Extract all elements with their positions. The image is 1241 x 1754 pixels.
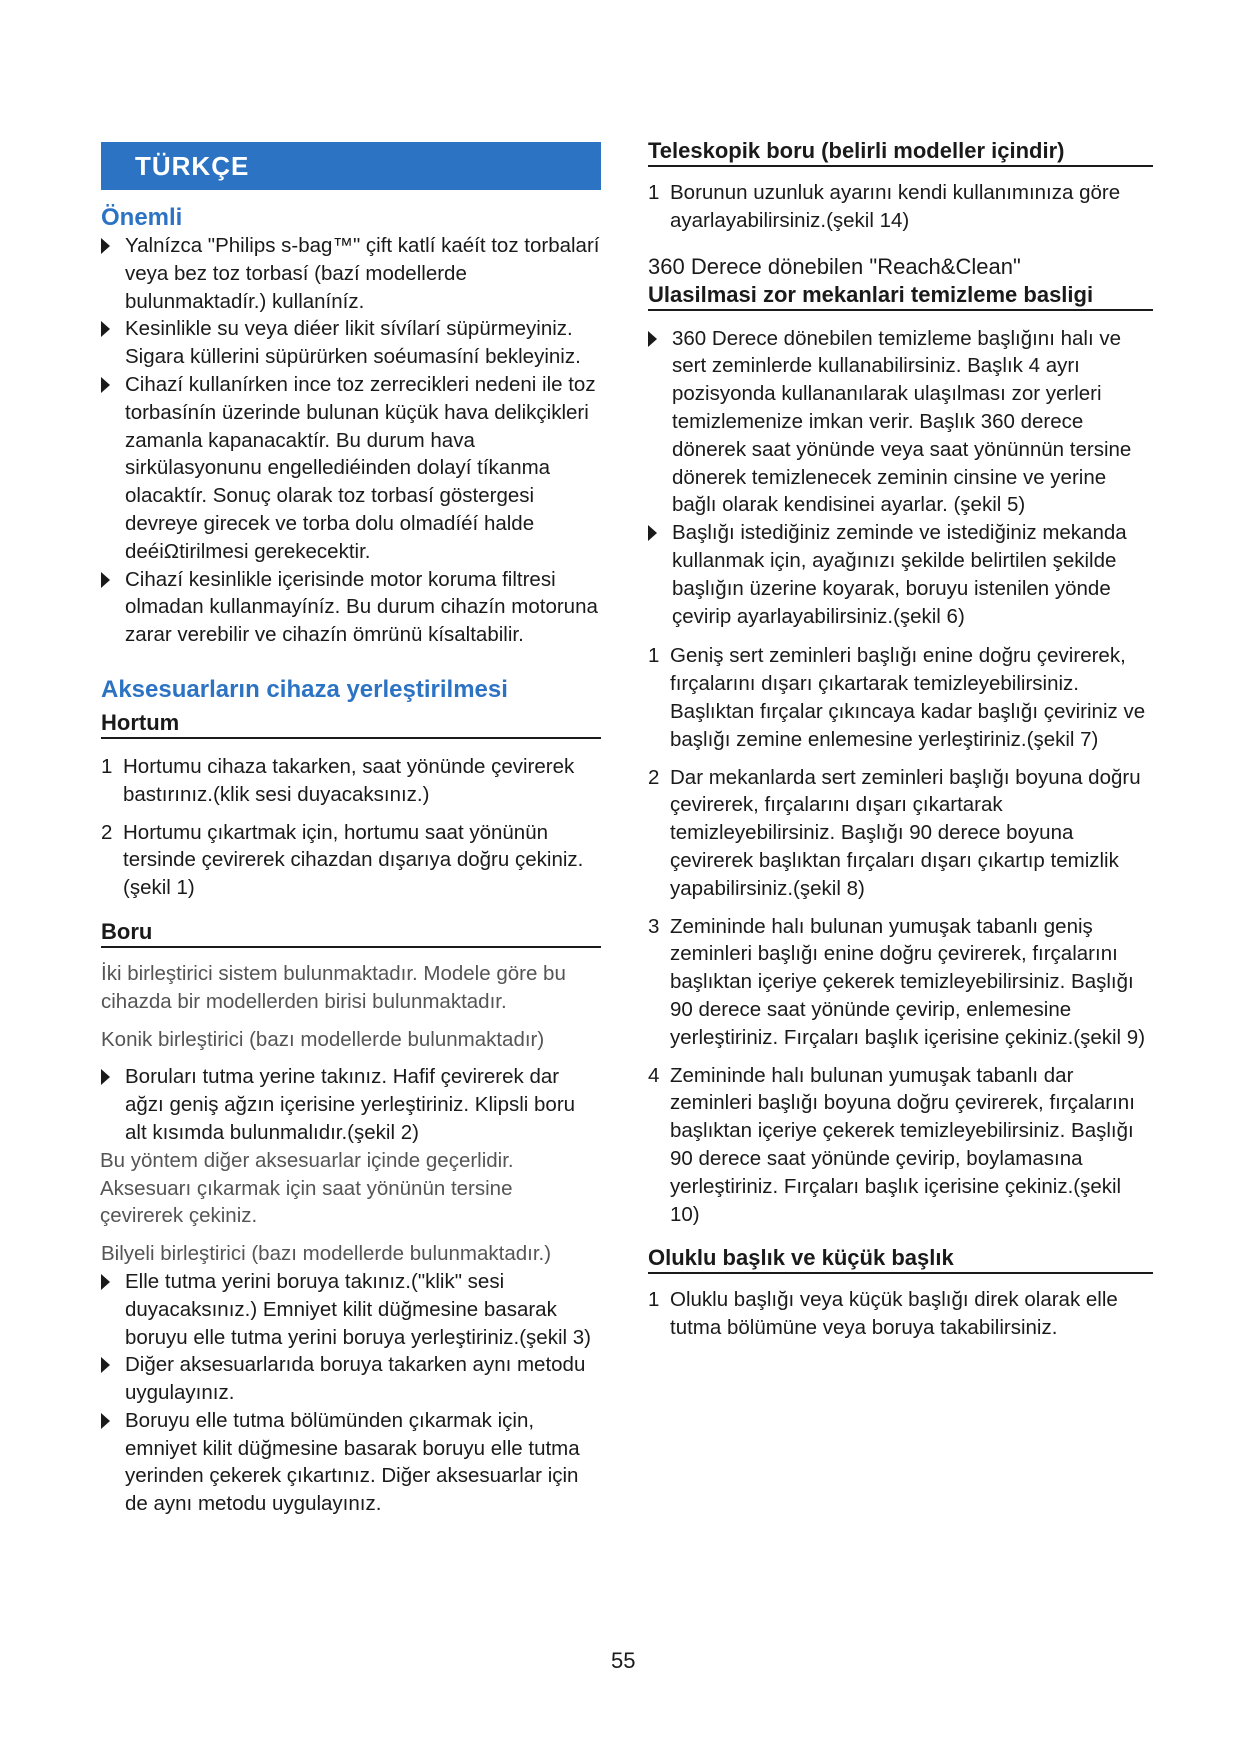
page-number: 55 (611, 1648, 636, 1673)
bullet-icon (101, 1069, 110, 1085)
oluklu-heading: Oluklu başlık ve küçük başlık (648, 1244, 1153, 1274)
bullet-icon (101, 1274, 110, 1290)
reach-heading-line1: 360 Derece dönebilen "Reach&Clean" (648, 253, 1021, 279)
reach-heading-line2: Ulasilmasi zor mekanlari temizleme basligi (648, 281, 1153, 311)
teleskopik-heading: Teleskopik boru (belirli modeller içindir) (648, 137, 1153, 167)
list-item: 1 Oluklu başlığı veya küçük başlığı direk olarak elle tutma bölümüne veya boruya takabilirsiniz. (648, 1288, 1118, 1340)
konik-list (101, 1063, 601, 1146)
list-item: 1 Geniş sert zeminleri başlığı enine doğru çevirerek, fırçalarını dışarı çıkartarak temizleyebilirsiniz. Başlıktan fırçalar çıkıncaya kadar başlığı çeviriniz ve başlığı zemine enlemesine yerleştiriniz.(şekil 7) (648, 644, 1146, 751)
list-item: 2 Hortumu çıkartmak için, hortumu saat yönünün tersinde çevirerek cihazdan dışarıya doğru çekiniz.(şekil 1) (101, 820, 584, 900)
onemli-list (101, 232, 601, 649)
boru-intro: İki birleştirici sistem bulunmaktadır. Modele göre bu cihazda bir modellerden birisi bulunmaktadır. (101, 961, 566, 1013)
bullet-icon (101, 321, 110, 337)
bullet-icon (648, 331, 657, 347)
list-item: Cihazí kesinlikle içerisinde motor koruma filtresi olmadan kullanmayíníz. Bu durum cihazín motoruna zarar verebilir ve cihazín ömrünü kísaltabilir. (101, 566, 601, 649)
konik-heading: Konik birleştirici (bazı modellerde bulunmaktadır) (101, 1027, 545, 1051)
list-item: Boruları tutma yerine takınız. Hafif çevirerek dar ağzı geniş ağzın içerisine yerleştiriniz. Klipsli boru alt kısımda bulunmalıdır.(şekil 2) (101, 1063, 601, 1146)
bilyeli-list (101, 1268, 601, 1518)
konik-note: Bu yöntem diğer aksesuarlar içinde geçerlidir. Aksesuarı çıkarmak için saat yönünün tersine çevirerek çekiniz. (100, 1148, 514, 1228)
bullet-icon (101, 377, 110, 393)
list-item: 4 Zemininde halı bulunan yumuşak tabanlı dar zeminleri başlığı boyuna doğru çevirerek, fırçalarını başlıktan içeriye çekerek temizleyebilirsiniz. Başlığı 90 derece saat yönünde çevirip, boylamasına yerleştiriniz. Fırçaları başlık içerisine çekiniz.(şekil 10) (648, 1063, 1135, 1226)
list-item: 3 Zemininde halı bulunan yumuşak tabanlı geniş zeminleri başlığı enine doğru çevirerek, fırçalarını başlıktan içeriye çekerek temizleyebilirsiniz. Başlığı 90 derece saat yönünde çevirip, enlemesine yerleştiriniz. Fırçaları başlık içerisine çekiniz.(şekil 9) (648, 914, 1146, 1049)
hortum-heading: Hortum (101, 709, 601, 739)
aksesuar-heading: Aksesuarların cihaza yerleştirilmesi (101, 675, 508, 703)
reach-list (648, 325, 1148, 631)
boru-heading: Boru (101, 918, 601, 948)
left-column (101, 142, 601, 1518)
list-item: Diğer aksesuarlarıda boruya takarken aynı metodu uygulayınız. (101, 1351, 601, 1407)
bilyeli-heading: Bilyeli birleştirici (bazı modellerde bulunmaktadır.) (101, 1242, 552, 1266)
onemli-heading: Önemli (101, 204, 183, 231)
bullet-icon (648, 525, 657, 541)
list-item: 1 Borunun uzunluk ayarını kendi kullanımınıza göre ayarlayabilirsiniz.(şekil 14) (648, 181, 1121, 232)
list-item: 1 Hortumu cihaza takarken, saat yönünde çevirerek bastırınız.(klik sesi duyacaksınız.) (101, 754, 575, 806)
bullet-icon (101, 238, 110, 254)
list-item: Başlığı istediğiniz zeminde ve istediğiniz mekanda kullanmak için, ayağınızı şekilde belirtilen şekilde başlığın üzerine koyarak, boruyu istenilen yönde çevirip ayarlayabilirsiniz.(şekil 6) (648, 519, 1148, 630)
right-column (648, 137, 1148, 1342)
list-item: 2 Dar mekanlarda sert zeminleri başlığı boyuna doğru çevirerek, fırçalarını dışarı çıkartarak temizleyebilirsiniz. Başlığı 90 derece boyuna çevirerek başlıktan fırçaları dışarı çıkartıp temizlik yapabilirsiniz.(şekil 8) (648, 765, 1141, 900)
list-item: Cihazí kullanírken ince toz zerrecikleri nedeni ile toz torbasínín üzerinde bulunan küçük hava delikçikleri zamanla kapanacaktír. Bu durum hava sirkülasyonunu engellediéinden dolayí tíkanma olacaktír. Sonuç olarak toz torbasí göstergesi devreye girecek ve torba dolu olmadíéí halde deéiΩtirilmesi gerekecektir. (101, 371, 601, 566)
bullet-icon (101, 1413, 110, 1429)
list-item: Kesinlikle su veya diéer likit sívílarí süpürmeyiniz. Sigara küllerini süpürürken soéumasíní bekleyiniz. (101, 315, 601, 371)
list-item: Yalnízca "Philips s-bag™" çift katlí kaéít toz torbalarí veya bez toz torbasí (bazí modellerde bulunmaktadír.) kullaníníz. (101, 232, 601, 315)
bullet-icon (101, 572, 110, 588)
list-item: Boruyu elle tutma bölümünden çıkarmak için, emniyet kilit düğmesine basarak boruyu elle tutma yerinden çekerek çıkartınız. Diğer aksesuarlar için de aynı metodu uygulayınız. (101, 1407, 601, 1518)
bullet-icon (101, 1357, 110, 1373)
language-banner: TÜRKÇE (101, 142, 601, 190)
list-item: Elle tutma yerini boruya takınız.("klik" sesi duyacaksınız.) Emniyet kilit düğmesine basarak boruyu elle tutma yerini boruya yerleştiriniz.(şekil 3) (101, 1268, 601, 1351)
list-item: 360 Derece dönebilen temizleme başlığını halı ve sert zeminlerde kullanabilirsiniz. Başlık 4 ayrı pozisyonda kullananılarak ulaşılması zor yerleri temizlemenize imkan verir. Başlık 360 derece dönerek saat yönünde veya saat yönünnün tersine dönerek temizlenecek zeminin cinsine ve yerine bağlı olarak kendisinei ayarlar. (şekil 5) (648, 325, 1148, 520)
